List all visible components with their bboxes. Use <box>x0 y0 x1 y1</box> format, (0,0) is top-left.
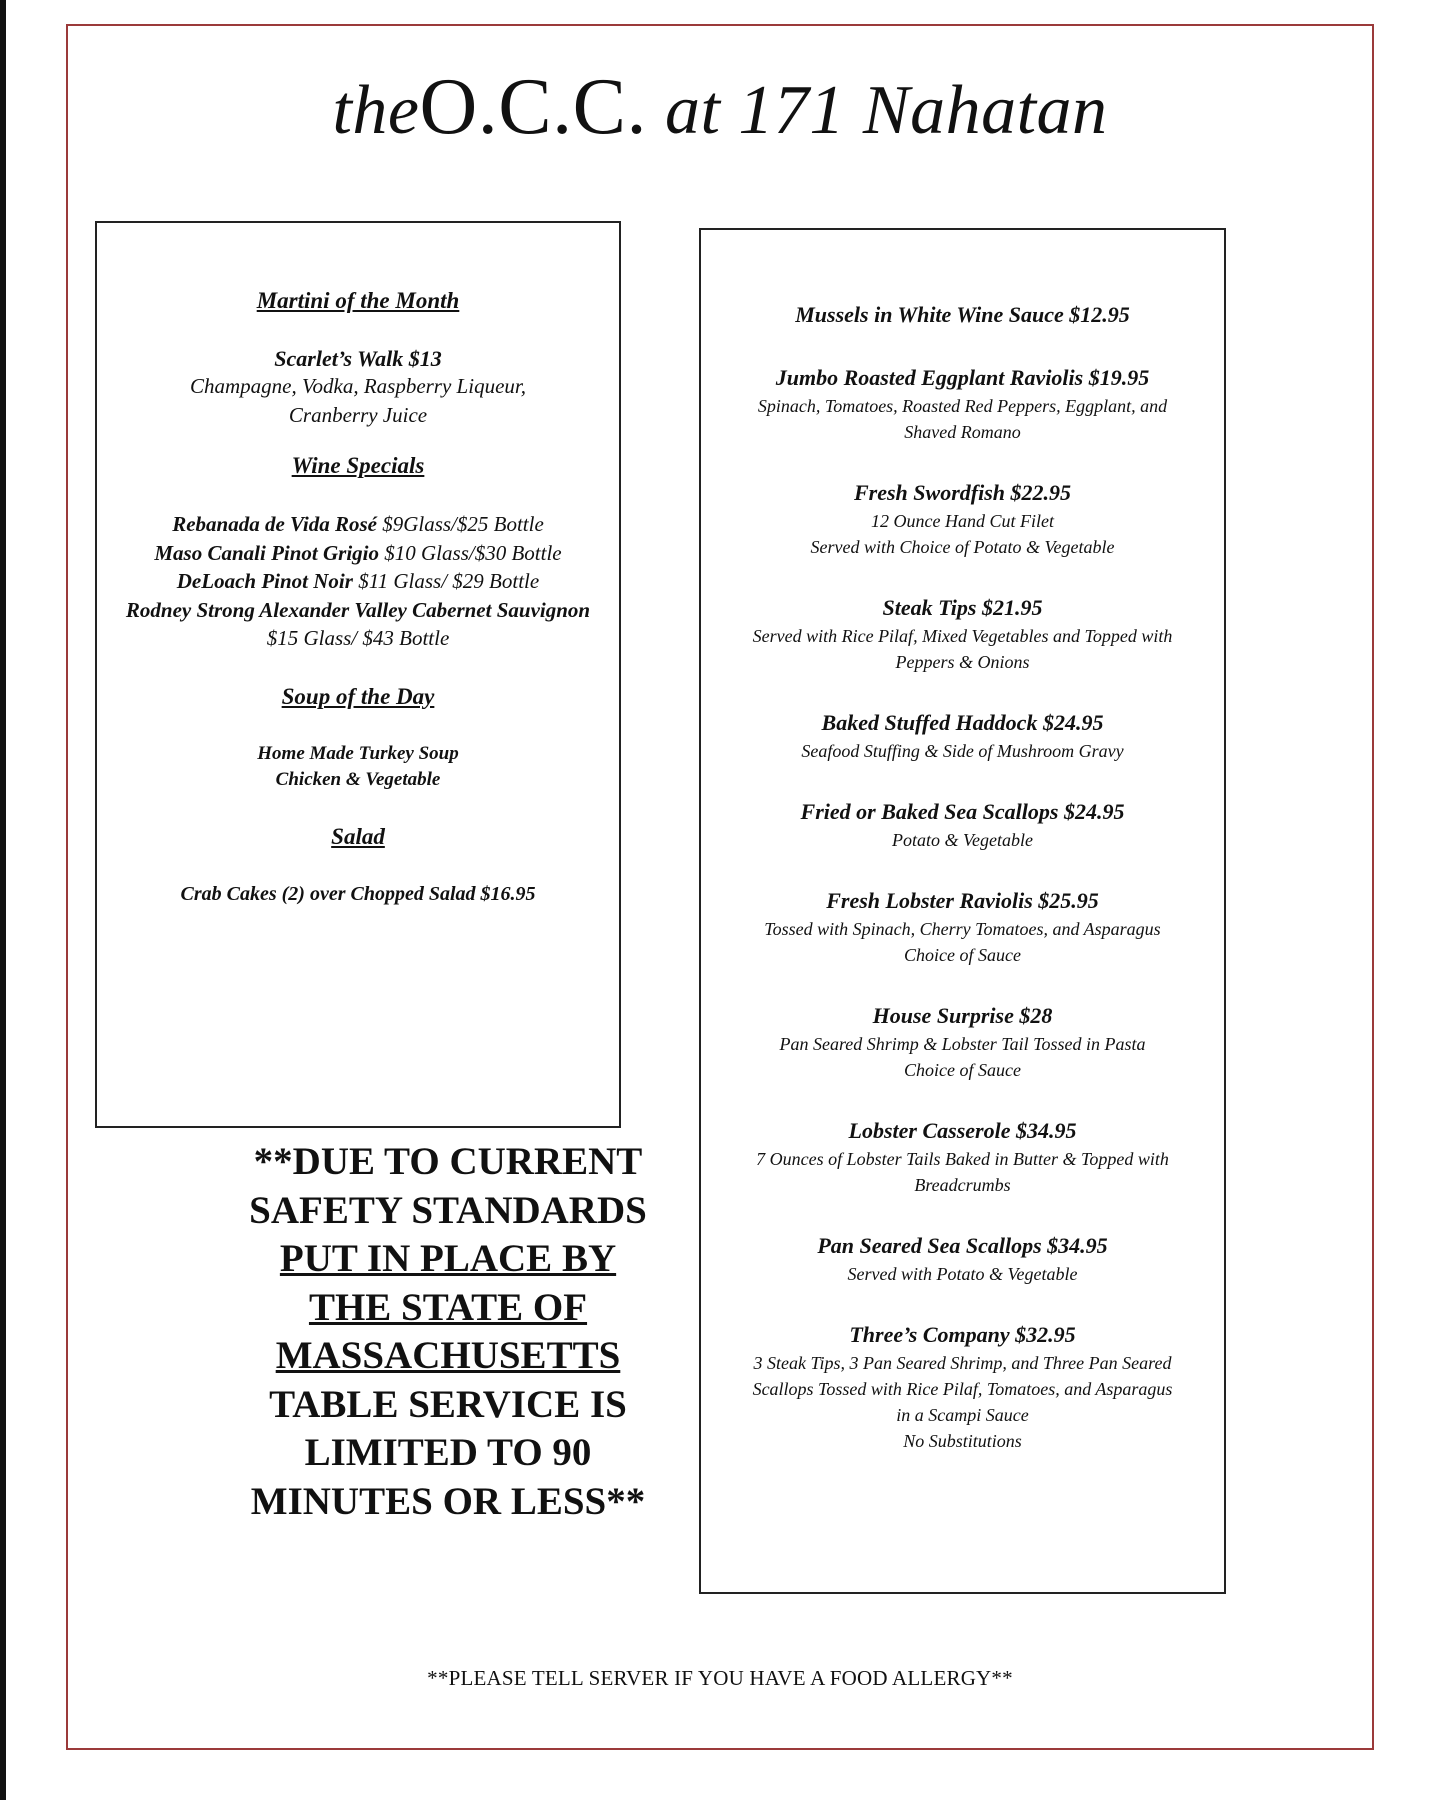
soup-line1: Home Made Turkey Soup <box>257 742 459 764</box>
notice-line: MASSACHUSETTS <box>275 1334 621 1377</box>
notice-line: THE STATE OF <box>308 1285 588 1329</box>
entree-item <box>701 478 1224 560</box>
entree-item <box>701 1001 1224 1083</box>
entree-desc: Breadcrumbs <box>914 1175 1011 1195</box>
martini-desc-line2: Cranberry Juice <box>288 403 428 427</box>
entree-desc: Scallops Tossed with Rice Pilaf, Tomatoes, and Asparagus <box>752 1379 1173 1399</box>
wine-line <box>97 596 619 625</box>
allergy-notice: **PLEASE TELL SERVER IF YOU HAVE A FOOD ALLERGY** <box>427 1666 1013 1690</box>
soup-line2: Chicken & Vegetable <box>275 768 441 790</box>
left-edge-strip <box>0 0 6 1800</box>
entree-item <box>701 1116 1224 1198</box>
wine-name: DeLoach Pinot Noir <box>176 569 353 593</box>
notice-line: PUT IN PLACE BY <box>279 1237 617 1280</box>
entree-item <box>701 1320 1224 1454</box>
entree-item <box>701 1231 1224 1287</box>
entree-name: Fresh Lobster Raviolis $25.95 <box>826 888 1099 913</box>
entree-desc: Shaved Romano <box>904 422 1021 442</box>
wine-line <box>97 539 619 568</box>
entree-desc: Served with Potato & Vegetable <box>847 1264 1078 1284</box>
wine-price: $11 Glass/ $29 Bottle <box>352 569 540 593</box>
entree-item <box>701 300 1224 330</box>
salad-heading: Salad <box>331 823 385 849</box>
wine-name: Maso Canali Pinot Grigio <box>154 540 380 565</box>
entree-item <box>701 363 1224 445</box>
entree-desc: 3 Steak Tips, 3 Pan Seared Shrimp, and Three Pan Seared <box>753 1353 1172 1373</box>
notice-line: TABLE SERVICE IS <box>269 1382 627 1426</box>
entree-name: Mussels in White Wine Sauce $12.95 <box>795 302 1130 327</box>
entree-desc: No Substitutions <box>903 1431 1022 1451</box>
entree-desc: 7 Ounces of Lobster Tails Baked in Butter & Topped with <box>756 1149 1169 1169</box>
entree-name: Fried or Baked Sea Scallops $24.95 <box>800 799 1125 824</box>
wine-price: $10 Glass/$30 Bottle <box>379 540 562 565</box>
entree-name: Pan Seared Sea Scallops $34.95 <box>817 1233 1108 1258</box>
entrees-box <box>699 228 1226 1594</box>
entree-desc: 12 Ounce Hand Cut Filet <box>871 511 1054 531</box>
wine-name: Rebanada de Vida Rosé <box>172 512 377 536</box>
title-main: O.C.C. <box>419 63 647 151</box>
entree-name: Jumbo Roasted Eggplant Raviolis $19.95 <box>775 365 1150 390</box>
entree-desc: Served with Choice of Potato & Vegetable <box>810 537 1115 557</box>
martini-heading: Martini of the Month <box>256 288 460 313</box>
entree-item <box>701 593 1224 675</box>
wine-heading: Wine Specials <box>291 453 425 478</box>
entree-desc: Tossed with Spinach, Cherry Tomatoes, and Asparagus <box>764 919 1161 939</box>
notice-line: LIMITED TO 90 <box>304 1431 592 1474</box>
wine-price: $9Glass/$25 Bottle <box>376 512 544 536</box>
safety-notice <box>198 1138 698 1526</box>
entree-item <box>701 886 1224 968</box>
entree-desc: Choice of Sauce <box>904 945 1021 965</box>
entree-name: Lobster Casserole $34.95 <box>848 1118 1077 1143</box>
entree-name: Baked Stuffed Haddock $24.95 <box>821 710 1104 735</box>
entree-desc: Peppers & Onions <box>895 652 1030 672</box>
entree-name: Fresh Swordfish $22.95 <box>853 480 1071 505</box>
entree-desc: Spinach, Tomatoes, Roasted Red Peppers, Eggplant, and <box>757 396 1168 416</box>
wine-price-line: $15 Glass/ $43 Bottle <box>266 626 450 650</box>
soup-heading: Soup of the Day <box>281 683 435 709</box>
notice-line: SAFETY STANDARDS <box>249 1188 647 1232</box>
entree-desc: in a Scampi Sauce <box>896 1405 1029 1425</box>
notice-line: MINUTES OR LESS** <box>250 1479 646 1523</box>
entree-list <box>701 300 1224 1454</box>
entree-desc: Choice of Sauce <box>904 1060 1021 1080</box>
entree-item <box>701 797 1224 853</box>
entree-name: House Surprise $28 <box>872 1003 1053 1028</box>
notice-line: **DUE TO CURRENT <box>253 1140 643 1183</box>
wine-name: Rodney Strong Alexander Valley Cabernet Sauvignon <box>125 597 591 622</box>
entree-desc: Pan Seared Shrimp & Lobster Tail Tossed in Pasta <box>779 1034 1146 1054</box>
martini-desc-line1: Champagne, Vodka, Raspberry Liqueur, <box>190 374 526 398</box>
salad-item: Crab Cakes (2) over Chopped Salad $16.95 <box>180 882 536 905</box>
wine-line <box>97 567 619 596</box>
entree-desc: Served with Rice Pilaf, Mixed Vegetables and Topped with <box>752 626 1173 646</box>
specials-box <box>95 221 621 1128</box>
entree-desc: Seafood Stuffing & Side of Mushroom Gravy <box>801 741 1124 761</box>
martini-name: Scarlet’s Walk $13 <box>274 346 442 371</box>
entree-name: Three’s Company $32.95 <box>849 1322 1076 1347</box>
title-prefix: the <box>332 72 420 149</box>
entree-name: Steak Tips $21.95 <box>882 595 1043 620</box>
title-suffix: at 171 Nahatan <box>664 72 1108 149</box>
entree-item <box>701 708 1224 764</box>
wine-line <box>97 510 619 539</box>
entree-desc: Potato & Vegetable <box>892 830 1033 850</box>
page-title <box>0 62 1440 156</box>
